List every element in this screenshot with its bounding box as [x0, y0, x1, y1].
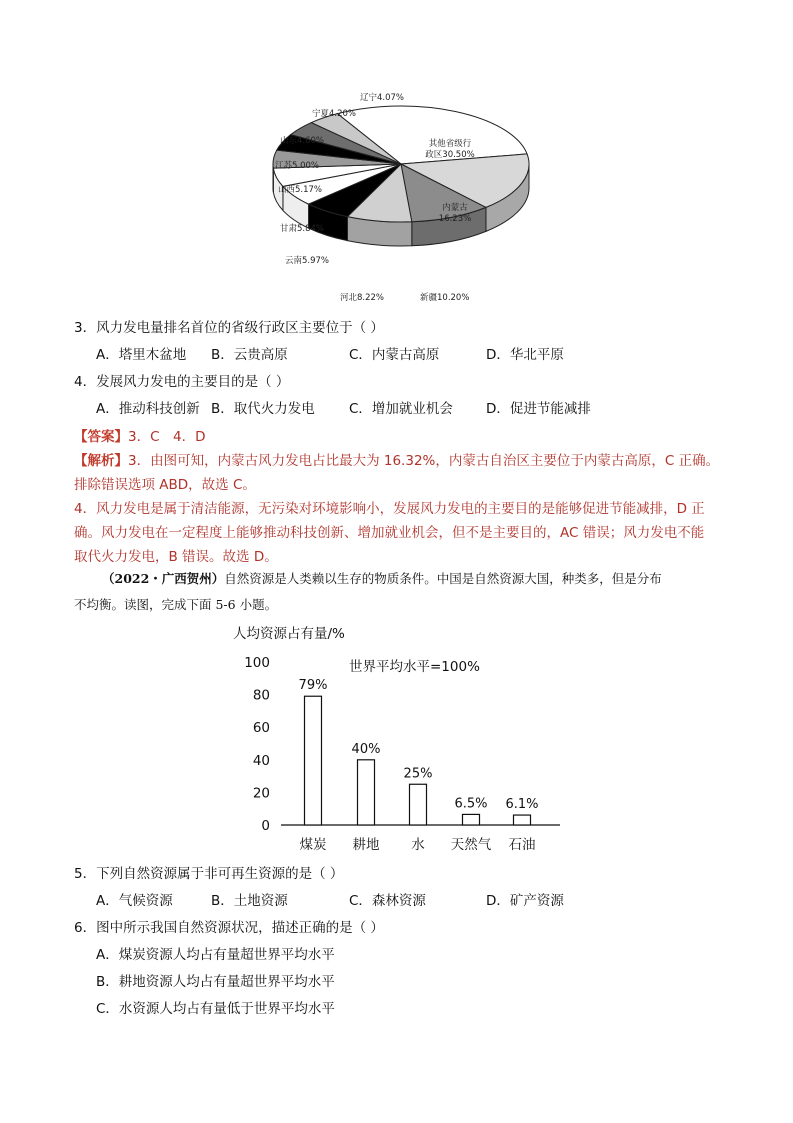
bar-2 — [410, 784, 427, 825]
q6-option-b: B．耕地资源人均占有量超世界平均水平 — [96, 974, 335, 990]
q5-option-d: D．矿产资源 — [486, 893, 564, 909]
analysis-line-1 — [74, 449, 719, 473]
bar-value-label-3: 6.5% — [454, 796, 488, 812]
bar-ytick-5: 100 — [244, 655, 270, 671]
q5-option-a: A．气候资源 — [96, 893, 173, 909]
bar-value-label-1: 40% — [351, 741, 381, 757]
bar-value-label-0: 79% — [298, 678, 328, 694]
pie-label-0: 其他省级行政区30.50% — [425, 139, 475, 160]
resource-bar-chart — [225, 620, 570, 860]
bar-ytick-1: 20 — [252, 785, 270, 802]
bar-chart-bars — [299, 678, 539, 853]
pie-label-7: 江苏5.00% — [275, 161, 320, 171]
bar-category-label-1: 耕地 — [352, 837, 380, 853]
answer-text: 3．C 4．D — [128, 429, 206, 445]
bar-chart-annotation: 世界平均水平=100% — [349, 659, 480, 675]
question-5-stem: 5．下列自然资源属于非可再生资源的是（ ） — [74, 866, 344, 882]
intro-line-1 — [102, 567, 662, 591]
answer-line — [74, 425, 206, 449]
q4-option-d: D．促进节能减排 — [486, 401, 591, 417]
bar-ytick-0: 0 — [261, 818, 270, 834]
analysis-line-4: 确。风力发电在一定程度上能够推动科技创新、增加就业机会，但不是主要目的，AC 错误；风力发电不能 — [74, 525, 705, 541]
bar-category-label-3: 天然气 — [450, 837, 492, 853]
answer-tag: 【答案】 — [74, 429, 128, 445]
analysis-text-1: 3．由图可知，内蒙古风力发电占比最大为 16.32%，内蒙古自治区主要位于内蒙古高原，C 正确。 — [128, 453, 720, 469]
pie-label-5: 甘肃5.84% — [280, 224, 325, 234]
question-3-stem: 3．风力发电量排名首位的省级行政区主要位于（ ） — [74, 320, 384, 336]
pie-label-2: 新疆10.20% — [420, 293, 470, 303]
q3-option-b: B．云贵高原 — [211, 347, 288, 363]
pie-label-4: 云南5.97% — [285, 256, 330, 266]
q5-option-b: B．土地资源 — [211, 893, 288, 909]
q3-option-c: C．内蒙古高原 — [349, 347, 440, 363]
analysis-line-5: 取代火力发电，B 错误。故选 D。 — [74, 549, 278, 565]
analysis-tag: 【解析】 — [74, 453, 128, 469]
bar-4 — [514, 815, 531, 825]
intro-source: （2022・广西贺州） — [102, 571, 225, 586]
q5-option-c: C．森林资源 — [349, 893, 426, 909]
bar-category-label-4: 石油 — [508, 837, 536, 853]
wind-power-pie-chart — [250, 88, 540, 313]
question-6-stem: 6．图中所示我国自然资源状况，描述正确的是（ ） — [74, 920, 384, 936]
q3-option-d: D．华北平原 — [486, 347, 564, 363]
bar-chart-title: 人均资源占有量/% — [233, 626, 345, 642]
q3-option-a: A．塔里木盆地 — [96, 347, 187, 363]
bar-ytick-3: 60 — [252, 720, 270, 737]
q4-option-c: C．增加就业机会 — [349, 401, 453, 417]
bar-value-label-2: 25% — [403, 766, 433, 782]
bar-category-label-2: 水 — [411, 837, 425, 853]
analysis-line-2: 排除错误选项 ABD，故选 C。 — [74, 477, 256, 493]
bar-3 — [463, 814, 480, 825]
pie-label-8: 山东4.60% — [280, 136, 325, 146]
pie-label-6: 山西5.17% — [278, 185, 323, 195]
pie-label-10: 辽宁4.07% — [360, 93, 405, 103]
bar-category-label-0: 煤炭 — [299, 837, 327, 853]
intro-line-2: 不均衡。读图，完成下面 5-6 小题。 — [74, 597, 278, 612]
pie-label-9: 宁夏4.20% — [312, 109, 357, 119]
bar-ytick-2: 40 — [252, 752, 270, 769]
bar-value-label-4: 6.1% — [505, 797, 539, 813]
pie-label-3: 河北8.22% — [340, 293, 385, 303]
q4-option-b: B．取代火力发电 — [211, 401, 315, 417]
analysis-line-3: 4．风力发电是属于清洁能源，无污染对环境影响小，发展风力发电的主要目的是能够促进节能减排，D 正 — [74, 501, 705, 517]
q6-option-a: A．煤炭资源人均占有量超世界平均水平 — [96, 947, 335, 963]
q4-option-a: A．推动科技创新 — [96, 401, 200, 417]
question-4-stem: 4．发展风力发电的主要目的是（ ） — [74, 374, 290, 390]
bar-1 — [358, 760, 375, 825]
bar-0 — [305, 696, 322, 825]
intro-text-1: 自然资源是人类赖以生存的物质条件。中国是自然资源大国，种类多，但是分布 — [224, 571, 662, 586]
bar-ytick-4: 80 — [252, 687, 270, 704]
pie-label-1: 内蒙古 16.23% — [438, 203, 472, 224]
q6-option-c: C．水资源人均占有量低于世界平均水平 — [96, 1001, 335, 1017]
